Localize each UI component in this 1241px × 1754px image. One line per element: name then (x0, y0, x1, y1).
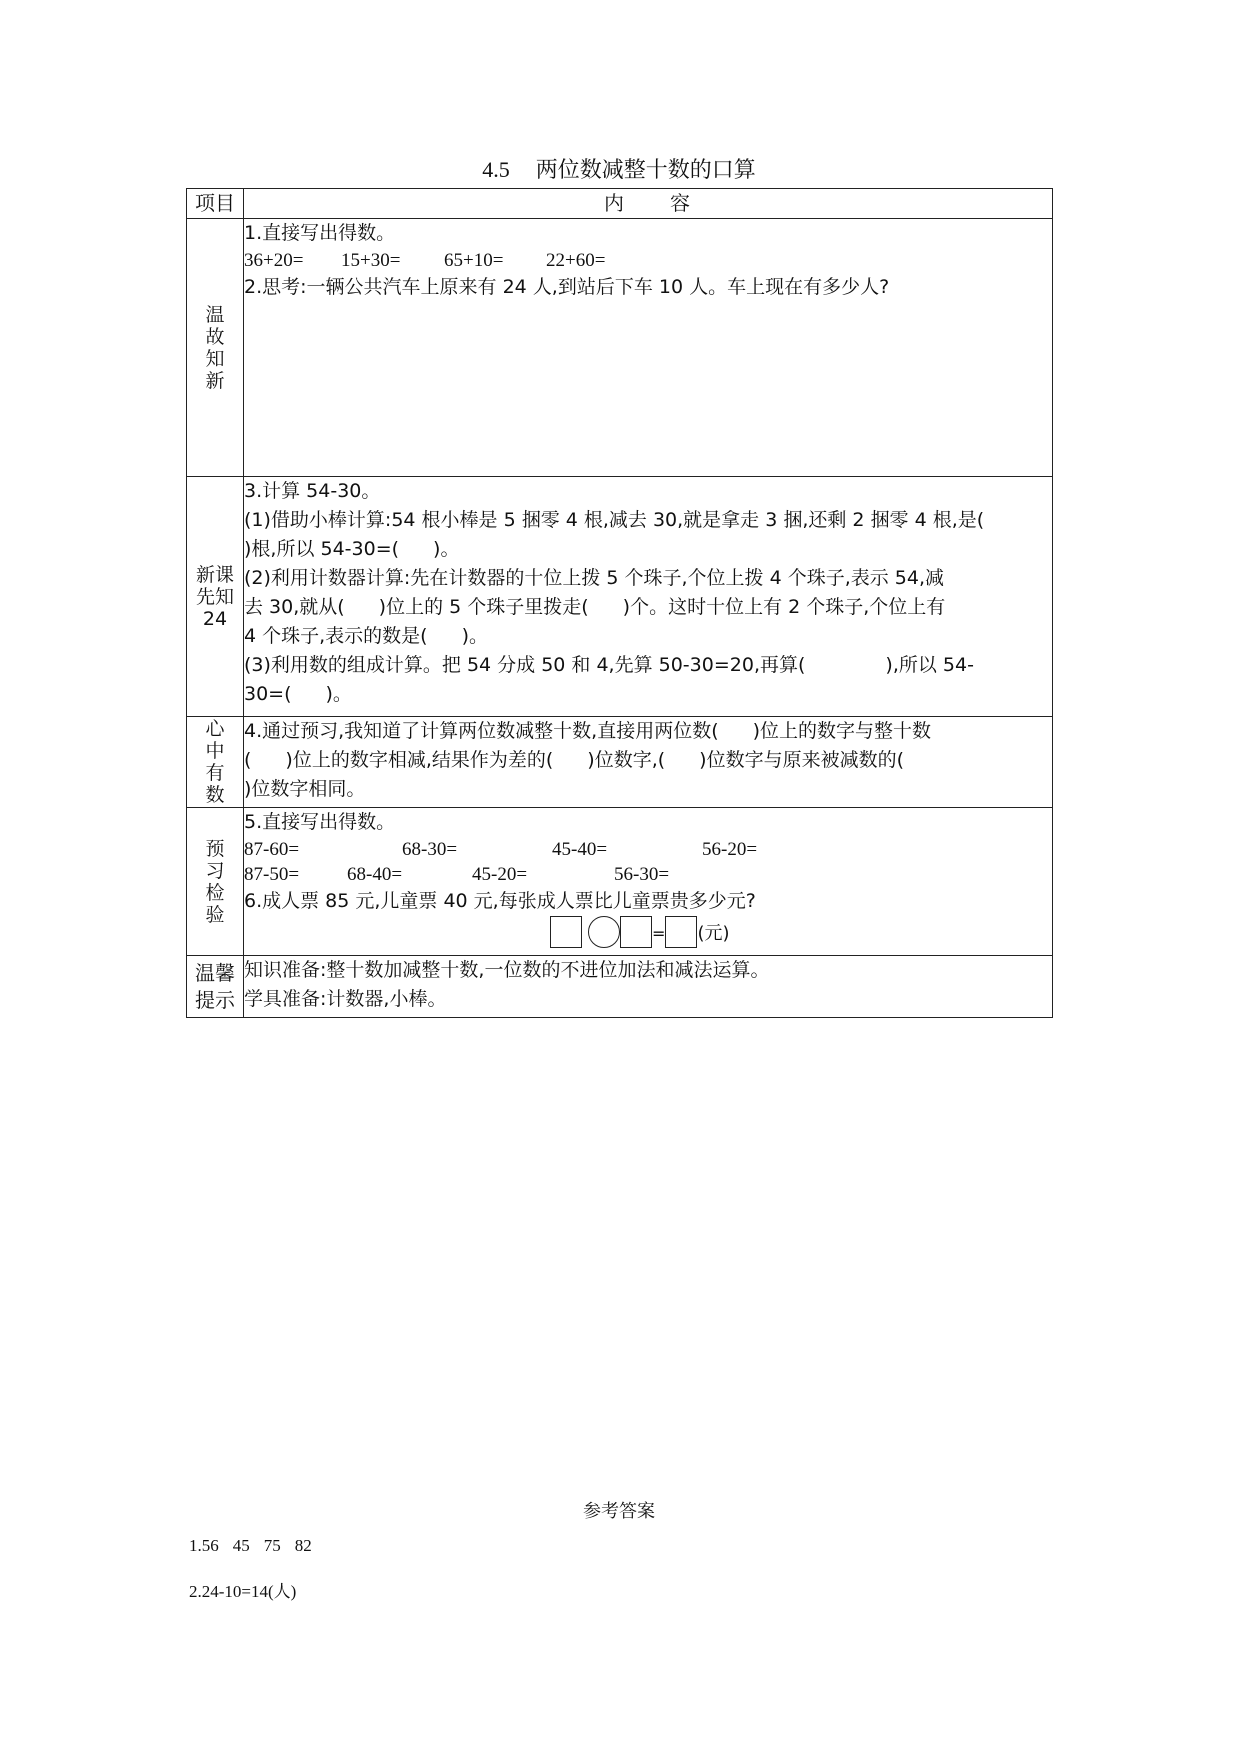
q5-calc-row-2 (244, 862, 1052, 887)
section-label-text: 温馨提示 (195, 960, 235, 1012)
section-label (187, 956, 244, 1018)
answer-value: 82 (294, 1536, 312, 1555)
header-row (187, 189, 1053, 219)
q3-2-text: )位上的 5 个珠子里拨走( (378, 596, 589, 618)
section-label (187, 808, 244, 956)
page-title (186, 156, 1052, 185)
section-content (244, 219, 1053, 477)
q3-3-text: (3)利用数的组成计算。把 54 分成 50 和 4,先算 50-30=20,再算( (244, 654, 806, 676)
unit-label: (元) (697, 923, 730, 944)
section-content (244, 956, 1053, 1018)
q4-text: )位上的数字与整十数 (752, 720, 932, 742)
answer-box[interactable] (665, 916, 697, 948)
answer-box[interactable] (550, 916, 582, 948)
section-content (244, 717, 1053, 808)
tip-tools: 学具准备:计数器,小棒。 (244, 988, 447, 1010)
question-3-1-cont (244, 535, 1052, 564)
section-label-text: 心中有数 (205, 718, 225, 806)
q5-item: 87-50= (244, 864, 300, 885)
q1-item: 22+60= (546, 250, 606, 271)
q5-item: 68-40= (347, 864, 403, 885)
question-3-2: (2)利用计数器计算:先在计数器的十位上拨 5 个珠子,个位上拨 4 个珠子,表示 54,减 (244, 567, 944, 589)
answer-line-2: 2.24-10=14(人) (189, 1582, 297, 1601)
section-preview-check (187, 808, 1053, 956)
question-3-3 (244, 651, 1052, 680)
section-understanding (187, 717, 1053, 808)
q5-item: 87-60= (244, 839, 300, 860)
q3-3-text: ),所以 54- (885, 654, 974, 676)
q4-text: )位数字,( (587, 749, 666, 771)
operator-circle[interactable] (588, 916, 620, 948)
question-4-end: )位数字相同。 (244, 778, 366, 800)
section-label (187, 477, 244, 717)
section-label-text: 新课先知24 (195, 563, 234, 630)
q5-item: 56-20= (702, 839, 758, 860)
q1-item: 65+10= (444, 250, 504, 271)
q5-item: 68-30= (402, 839, 458, 860)
q3-2-text: )。 (461, 625, 489, 647)
question-5: 5.直接写出得数。 (244, 811, 396, 833)
header-content-b: 容 (670, 191, 692, 215)
q5-item: 45-40= (552, 839, 608, 860)
q6-equation-boxes (244, 916, 1052, 950)
q3-3-text: )。 (325, 683, 352, 705)
q3-2-text: 4 个珠子,表示的数是( (244, 625, 428, 647)
answer-value: 45 (232, 1536, 250, 1555)
question-3-3-cont (244, 680, 1052, 709)
question-2: 2.思考:一辆公共汽车上原来有 24 人,到站后下车 10 人。车上现在有多少人? (244, 276, 890, 298)
tip-knowledge: 知识准备:整十数加减整十数,一位数的不进位加法和减法运算。 (244, 959, 770, 981)
section-label-text: 温故知新 (205, 303, 225, 392)
question-3-1 (244, 506, 1052, 535)
worksheet-table (186, 188, 1053, 1018)
question-3-2-cont (244, 593, 1052, 622)
q5-calc-row-1 (244, 837, 1052, 862)
question-6: 6.成人票 85 元,儿童票 40 元,每张成人票比儿童票贵多少元? (244, 890, 756, 912)
section-content (244, 477, 1053, 717)
section-new-lesson (187, 477, 1053, 717)
answer-box[interactable] (620, 916, 652, 948)
q3-3-text: 30=( (244, 683, 292, 705)
section-label (187, 219, 244, 477)
q3-2-text: 去 30,就从( (244, 596, 345, 618)
title-text: 两位数减整十数的口算 (535, 158, 756, 183)
q4-text: )位上的数字相减,结果作为差的( (285, 749, 554, 771)
q1-item: 36+20= (244, 250, 304, 271)
header-content-a: 内 (604, 191, 626, 215)
q3-1-text: )。 (433, 538, 460, 560)
question-4 (244, 717, 1052, 746)
question-3-2-end (244, 622, 1052, 651)
q3-1-text: (1)借助小棒计算:54 根小棒是 5 捆零 4 根,减去 30,就是拿走 3 捆,还剩 2 捆零 4 根,是( (244, 509, 985, 531)
section-label-text: 预习检验 (205, 837, 225, 926)
q5-item: 56-30= (614, 864, 670, 885)
q4-text: 4.通过预习,我知道了计算两位数减整十数,直接用两位数( (244, 720, 719, 742)
question-1: 1.直接写出得数。 (244, 222, 396, 244)
title-number: 4.5 (482, 157, 510, 182)
q1-calc-row (244, 248, 1052, 273)
equals-sign: = (652, 924, 666, 943)
section-label (187, 717, 244, 808)
answer-line-1 (189, 1536, 326, 1556)
answer-value: 75 (263, 1536, 281, 1555)
header-item-cell: 项目 (187, 189, 244, 219)
q3-2-text: )个。这时十位上有 2 个珠子,个位上有 (622, 596, 946, 618)
header-content-cell (244, 189, 1053, 219)
answer-value: 1.56 (189, 1536, 219, 1555)
question-3: 3.计算 54-30。 (244, 480, 381, 502)
section-tips (187, 956, 1053, 1018)
q4-text: )位数字与原来被减数的( (699, 749, 904, 771)
q4-text: ( (244, 749, 252, 771)
section-review (187, 219, 1053, 477)
q3-1-text: )根,所以 54-30=( (244, 538, 400, 560)
q5-item: 45-20= (472, 864, 528, 885)
q1-item: 15+30= (341, 250, 401, 271)
question-4-cont (244, 746, 1052, 775)
answers-title: 参考答案 (583, 1501, 655, 1522)
section-content (244, 808, 1053, 956)
